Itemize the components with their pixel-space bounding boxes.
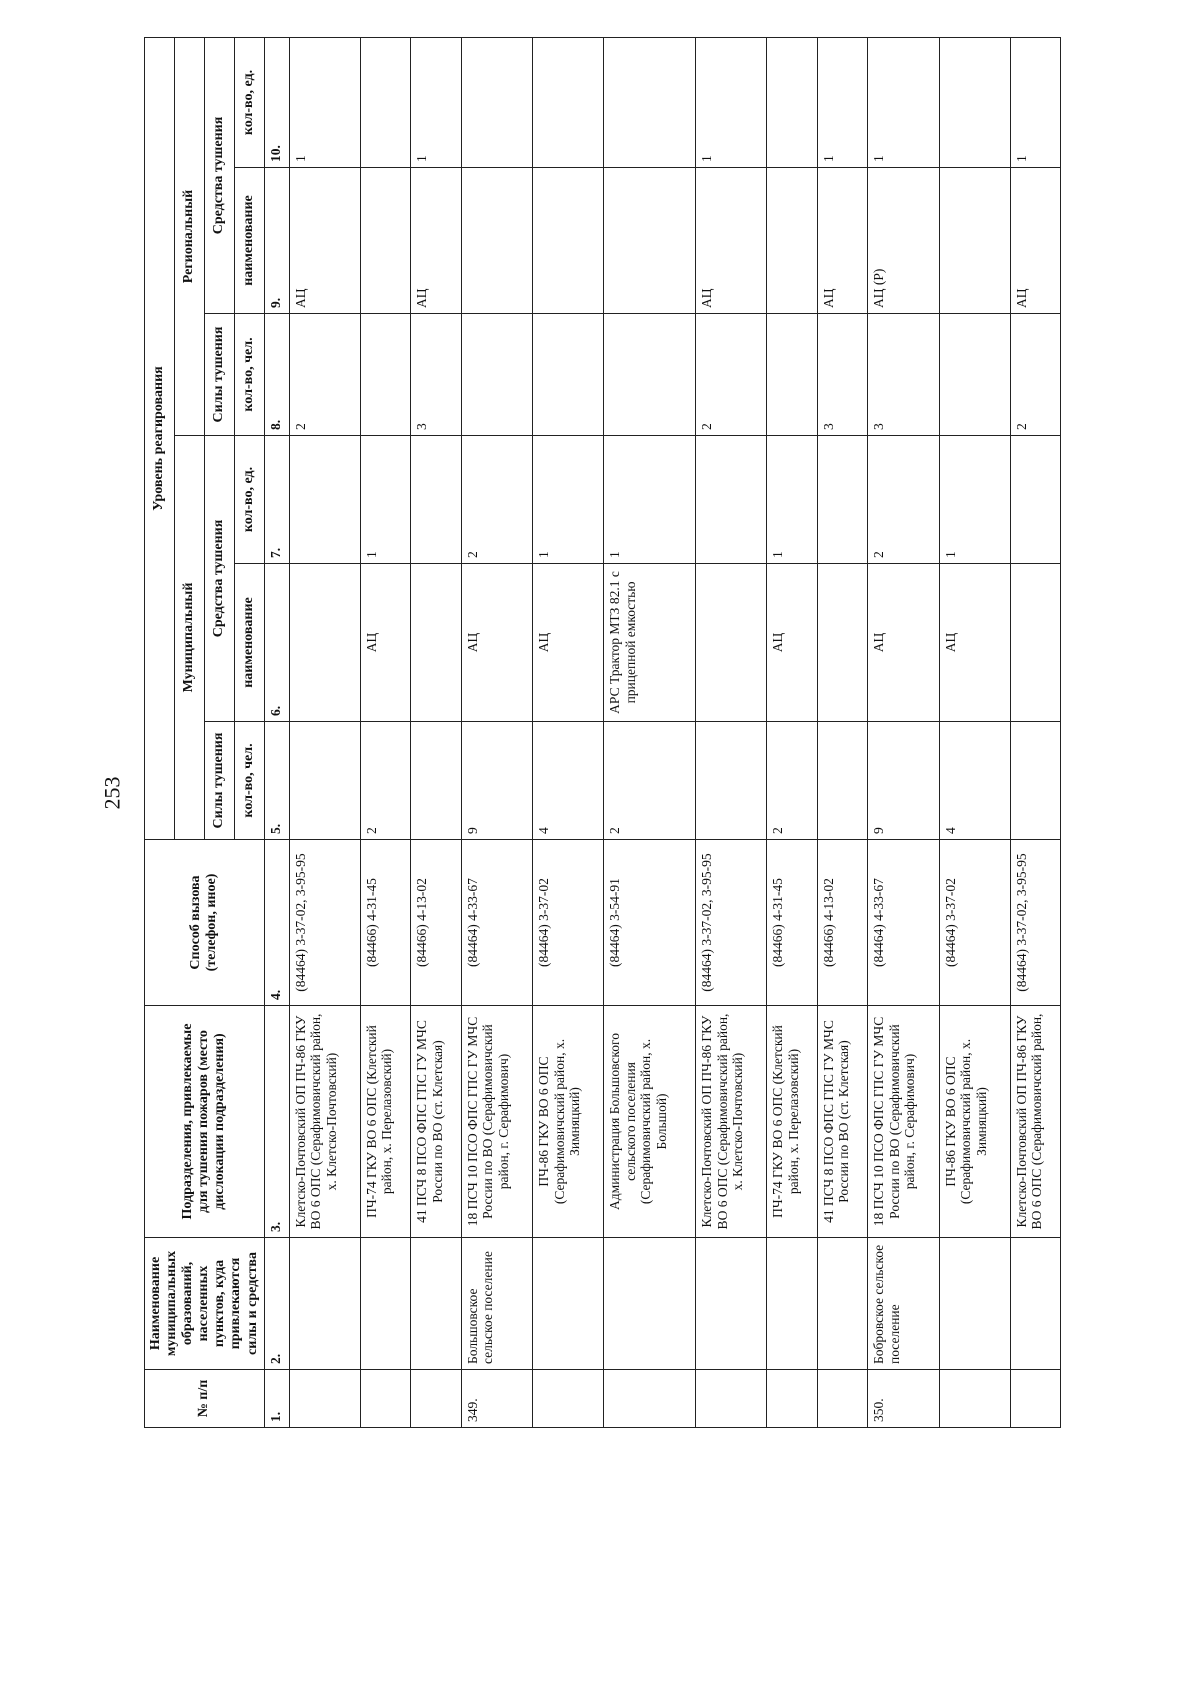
row-number [817,1370,868,1428]
table-row [939,38,1010,1428]
municipal-forces-people: 9 [868,722,939,840]
municipal-forces-people [696,722,767,840]
column-number: 8. [264,314,289,436]
regional-means-qty: 1 [868,38,939,168]
row-number [939,1370,1010,1428]
rotated-document [144,38,1045,1428]
regional-forces-people: 2 [289,314,360,436]
regional-means-qty: 1 [1010,38,1061,168]
column-number: 7. [264,436,289,564]
unit-name: 41 ПСЧ 8 ПСО ФПС ГПС ГУ МЧС России по ВО (ст. Клетская) [411,1006,462,1238]
municipal-means-qty [1010,436,1061,564]
unit-name: ПЧ-74 ГКУ ВО 6 ОПС (Клетский район, х. Перелазовский) [360,1006,411,1238]
regional-forces-people [360,314,411,436]
call-method: (84466) 4-13-02 [411,840,462,1006]
regional-means-qty: 1 [289,38,360,168]
unit-name: ПЧ-86 ГКУ ВО 6 ОПС (Серафимовичский район, х. Зимняцкий) [533,1006,604,1238]
regional-means-name: АЦ [411,168,462,314]
municipality-name [411,1238,462,1370]
header-units: Подразделения, привлекаемые для тушения пожаров (место дислокации подразделения) [145,1006,265,1238]
municipal-forces-people [289,722,360,840]
table-row [767,38,818,1428]
municipality-name [696,1238,767,1370]
column-number: 3. [264,1006,289,1238]
column-number: 4. [264,840,289,1006]
row-number [1010,1370,1061,1428]
call-method: (84464) 3-37-02, 3-95-95 [696,840,767,1006]
table-row [533,38,604,1428]
regional-means-qty: 1 [817,38,868,168]
header-num: № п/п [145,1370,265,1428]
regional-forces-people: 3 [868,314,939,436]
table-row [817,38,868,1428]
header-municipal-means: Средства тушения [204,436,234,722]
municipal-means-name [817,564,868,722]
call-method: (84464) 4-33-67 [868,840,939,1006]
municipal-forces-people: 2 [767,722,818,840]
municipal-means-name [411,564,462,722]
municipality-name [533,1238,604,1370]
table-body [289,38,1061,1428]
unit-name: ПЧ-74 ГКУ ВО 6 ОПС (Клетский район, х. Перелазовский) [767,1006,818,1238]
row-number [767,1370,818,1428]
municipal-means-qty: 2 [868,436,939,564]
municipal-means-name: АРС Трактор МТЗ 82.1 с прицепной емкостью [604,564,696,722]
header-call-method: Способ вызова (телефон, иное) [145,840,265,1006]
table-row [289,38,360,1428]
municipal-forces-people [411,722,462,840]
response-table [144,37,1061,1428]
table-row [604,38,696,1428]
municipal-means-name [289,564,360,722]
call-method: (84464) 3-37-02, 3-95-95 [1010,840,1061,1006]
municipal-means-name: АЦ [360,564,411,722]
municipal-means-qty: 1 [939,436,1010,564]
regional-means-name [939,168,1010,314]
header-municipal-forces: Силы тушения [204,722,234,840]
municipal-means-name [1010,564,1061,722]
unit-name: ПЧ-86 ГКУ ВО 6 ОПС (Серафимовичский район, х. Зимняцкий) [939,1006,1010,1238]
row-number [696,1370,767,1428]
regional-means-name [533,168,604,314]
regional-means-name [360,168,411,314]
regional-means-name: АЦ [696,168,767,314]
municipal-means-qty [817,436,868,564]
row-number: 349. [461,1370,532,1428]
unit-name: Клетско-Почтовский ОП ПЧ-86 ГКУ ВО 6 ОПС (Серафимовичский район, [1010,1006,1061,1238]
column-number: 9. [264,168,289,314]
municipal-means-name: АЦ [767,564,818,722]
header-municipality: Наименование муниципальных образований, населенных пунктов, куда привлекаются силы и средства [145,1238,265,1370]
municipal-means-qty: 1 [360,436,411,564]
call-method: (84466) 4-31-45 [767,840,818,1006]
regional-forces-people [533,314,604,436]
header-m-qty: кол-во, ед. [234,436,264,564]
municipal-forces-people: 9 [461,722,532,840]
regional-forces-people: 3 [411,314,462,436]
column-number: 5. [264,722,289,840]
regional-forces-people: 2 [1010,314,1061,436]
table-row [360,38,411,1428]
column-number: 2. [264,1238,289,1370]
municipal-means-qty [289,436,360,564]
regional-forces-people: 3 [817,314,868,436]
municipal-forces-people: 2 [604,722,696,840]
municipal-forces-people: 4 [533,722,604,840]
regional-means-name: АЦ [817,168,868,314]
header-regional: Региональный [174,38,204,436]
regional-forces-people [767,314,818,436]
header-r-qty: кол-во, ед. [234,38,264,168]
unit-name: Администрация Большовского сельского поселения (Серафимовичский район, х. Большой) [604,1006,696,1238]
header-r-name: наименование [234,168,264,314]
column-number: 10. [264,38,289,168]
unit-name: Клетско-Почтовский ОП ПЧ-86 ГКУ ВО 6 ОПС (Серафимовичский район, х. Клетско-Почтовский) [289,1006,360,1238]
municipal-means-name [696,564,767,722]
municipal-means-name: АЦ [461,564,532,722]
table-row [461,38,532,1428]
regional-means-qty [604,38,696,168]
municipality-name [1010,1238,1061,1370]
municipal-means-qty [696,436,767,564]
regional-means-name: АЦ [289,168,360,314]
municipal-means-qty: 1 [533,436,604,564]
table-row [411,38,462,1428]
row-number [604,1370,696,1428]
municipality-name [939,1238,1010,1370]
municipality-name [767,1238,818,1370]
table-row [696,38,767,1428]
header-municipal: Муниципальный [174,436,204,840]
municipality-name: Бобровское сельское поселение [868,1238,939,1370]
municipal-forces-people: 2 [360,722,411,840]
regional-means-qty [939,38,1010,168]
regional-means-qty [767,38,818,168]
call-method: (84464) 3-37-02, 3-95-95 [289,840,360,1006]
municipality-name [289,1238,360,1370]
regional-forces-people [939,314,1010,436]
call-method: (84464) 3-37-02 [533,840,604,1006]
header-regional-means: Средства тушения [204,38,234,314]
unit-name: 18 ПСЧ 10 ПСО ФПС ГПС ГУ МЧС России по ВО (Серафимовичский район, г. Серафимович) [868,1006,939,1238]
regional-means-qty: 1 [411,38,462,168]
column-number: 6. [264,564,289,722]
call-method: (84464) 4-33-67 [461,840,532,1006]
regional-means-qty [360,38,411,168]
row-number [411,1370,462,1428]
municipal-means-qty: 2 [461,436,532,564]
regional-means-qty [461,38,532,168]
municipal-forces-people [1010,722,1061,840]
header-m-people: кол-во, чел. [234,722,264,840]
unit-name: Клетско-Почтовский ОП ПЧ-86 ГКУ ВО 6 ОПС (Серафимовичский район, х. Клетско-Почтовский) [696,1006,767,1238]
header-regional-forces: Силы тушения [204,314,234,436]
table-row [868,38,939,1428]
row-number [533,1370,604,1428]
municipality-name [604,1238,696,1370]
call-method: (84464) 3-54-91 [604,840,696,1006]
regional-means-name [767,168,818,314]
page-number: 253 [99,776,125,810]
municipality-name [817,1238,868,1370]
regional-forces-people: 2 [696,314,767,436]
municipal-means-qty: 1 [604,436,696,564]
municipal-forces-people [817,722,868,840]
unit-name: 18 ПСЧ 10 ПСО ФПС ГПС ГУ МЧС России по ВО (Серафимовичский район, г. Серафимович) [461,1006,532,1238]
municipality-name: Большовское сельское поселение [461,1238,532,1370]
municipal-means-qty: 1 [767,436,818,564]
municipal-means-name: АЦ [533,564,604,722]
municipal-means-name: АЦ [868,564,939,722]
call-method: (84466) 4-31-45 [360,840,411,1006]
header-response-level: Уровень реагирования [145,38,175,840]
header-m-name: наименование [234,564,264,722]
row-number [360,1370,411,1428]
column-number: 1. [264,1370,289,1428]
municipality-name [360,1238,411,1370]
regional-means-qty [533,38,604,168]
regional-forces-people [461,314,532,436]
regional-means-qty: 1 [696,38,767,168]
regional-means-name [604,168,696,314]
regional-means-name: АЦ [1010,168,1061,314]
regional-forces-people [604,314,696,436]
header-r-people: кол-во, чел. [234,314,264,436]
regional-means-name [461,168,532,314]
municipal-forces-people: 4 [939,722,1010,840]
table-row [1010,38,1061,1428]
row-number [289,1370,360,1428]
row-number: 350. [868,1370,939,1428]
regional-means-name: АЦ (Р) [868,168,939,314]
call-method: (84464) 3-37-02 [939,840,1010,1006]
municipal-means-name: АЦ [939,564,1010,722]
call-method: (84466) 4-13-02 [817,840,868,1006]
municipal-means-qty [411,436,462,564]
unit-name: 41 ПСЧ 8 ПСО ФПС ГПС ГУ МЧС России по ВО (ст. Клетская) [817,1006,868,1238]
